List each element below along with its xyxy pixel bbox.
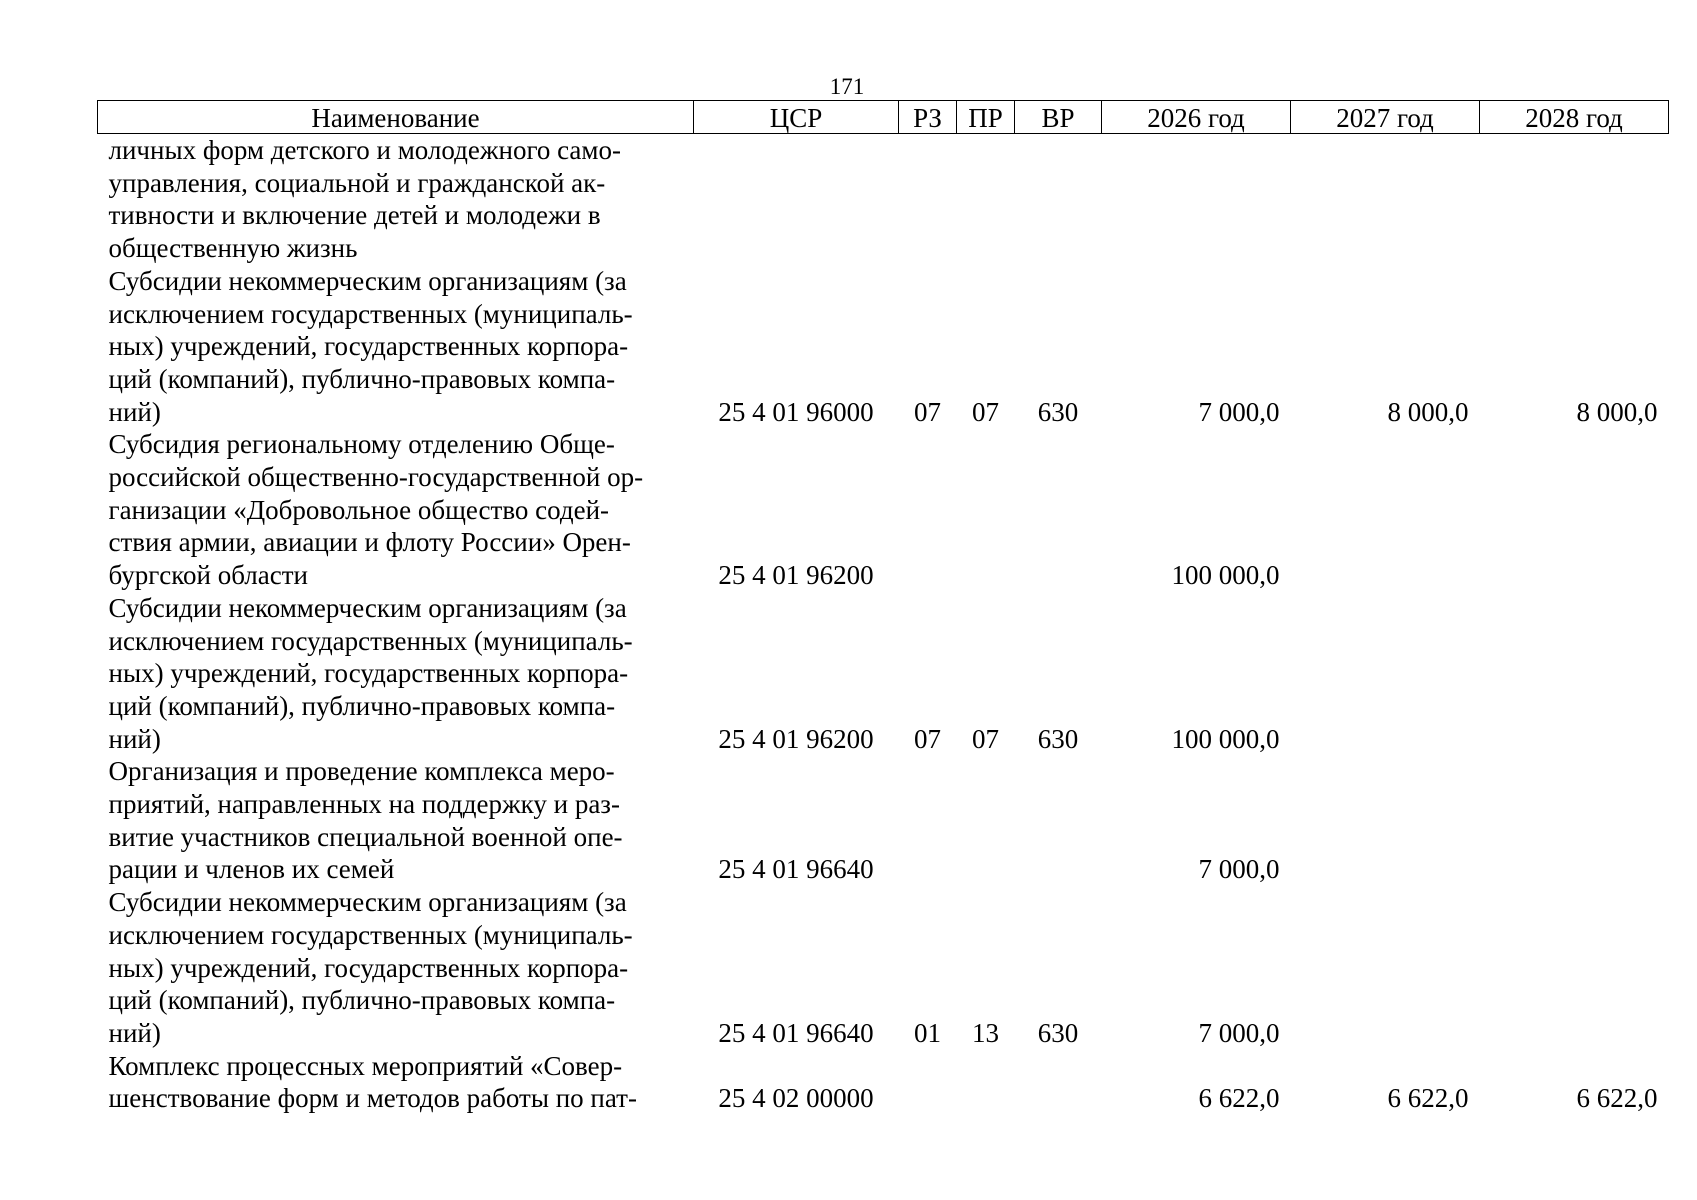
cell-2028 [1480,755,1669,886]
cell-vr [1015,428,1102,592]
name-line: личных форм детского и молодежного само- [108,135,621,165]
header-2026: 2026 год [1102,101,1291,134]
cell-2027 [1291,134,1480,265]
cell-2028 [1480,592,1669,756]
name-line: ганизации «Добровольное общество содей- [108,494,610,525]
cell-2027 [1291,886,1480,1050]
cell-vr [1015,134,1102,265]
header-rz: РЗ [899,101,957,134]
cell-2026: 7 000,0 [1198,396,1280,427]
header-name: Наименование [98,101,694,134]
cell-name [98,755,694,886]
table-row [98,428,1669,592]
header-2028: 2028 год [1480,101,1669,134]
cell-vr: 630 [1037,723,1079,754]
cell-name [98,134,694,265]
cell-rz: 07 [914,396,941,427]
cell-2026: 100 000,0 [1171,560,1280,591]
cell-rz: 01 [914,1017,941,1048]
name-line: ний) [108,1017,161,1048]
name-line: тивности и включение детей и молодежи в [108,200,601,231]
cell-2027 [1291,428,1480,592]
name-line: исключением государственных (муниципаль- [108,919,633,950]
table-row [98,265,1669,429]
cell-2028: 6 622,0 [1576,1083,1658,1114]
name-line: ствия армии, авиации и флоту России» Орен- [108,527,631,558]
table-row [98,755,1669,886]
table-row [98,592,1669,756]
budget-table [97,100,1669,1115]
cell-2026: 6 622,0 [1198,1083,1280,1114]
cell-2027: 6 622,0 [1387,1083,1469,1114]
cell-2026 [1102,134,1291,265]
cell-2027 [1291,755,1480,886]
cell-2026: 7 000,0 [1198,1017,1280,1048]
cell-pr [957,1050,1015,1115]
cell-rz [899,428,957,592]
name-line: ных) учреждений, государственных корпора- [108,658,629,689]
table-row [98,134,1669,265]
table-body [98,134,1669,1116]
name-line: ций (компаний), публично-правовых компа- [108,690,616,721]
name-line: ных) учреждений, государственных корпора- [108,952,629,983]
name-line: общественную жизнь [108,233,358,264]
name-line: Субсидии некоммерческим организациям (за [108,265,627,296]
cell-2028: 8 000,0 [1576,396,1658,427]
cell-pr [957,755,1015,886]
cell-pr [957,134,1015,265]
name-line: Комплекс процессных мероприятий «Совер- [108,1050,623,1081]
cell-2027: 8 000,0 [1387,396,1469,427]
name-line: приятий, направленных на поддержку и раз- [108,789,620,820]
cell-2028 [1480,428,1669,592]
cell-rz: 07 [914,723,941,754]
cell-pr [957,428,1015,592]
page-number: 171 [829,74,865,99]
header-2027: 2027 год [1291,101,1480,134]
name-line: ций (компаний), публично-правовых компа- [108,363,616,394]
cell-csr: 25 4 01 96640 [718,854,874,885]
cell-rz [899,1050,957,1115]
name-line: российской общественно-государственной ор- [108,462,644,493]
table-header-row [98,101,1669,134]
cell-csr: 25 4 01 96200 [718,723,874,754]
table-row [98,886,1669,1050]
name-line: витие участников специальной военной опе- [108,821,623,852]
name-line: рации и членов их семей [108,854,395,885]
name-line: ний) [108,396,161,427]
cell-rz [899,134,957,265]
cell-2027 [1291,592,1480,756]
cell-2028 [1480,886,1669,1050]
name-line: ных) учреждений, государственных корпора- [108,331,629,362]
cell-csr: 25 4 01 96000 [718,396,874,427]
name-line: ций (компаний), публично-правовых компа- [108,985,616,1016]
name-line: бургской области [108,560,308,591]
cell-name [98,1050,694,1115]
cell-vr: 630 [1037,1017,1079,1048]
name-line: Организация и проведение комплекса меро- [108,756,615,787]
cell-csr: 25 4 01 96200 [718,560,874,591]
header-vr: ВР [1015,101,1102,134]
cell-name [98,265,694,429]
name-line: исключением государственных (муниципаль- [108,298,633,329]
cell-csr: 25 4 01 96640 [718,1017,874,1048]
cell-name [98,428,694,592]
name-line: Субсидии некоммерческим организациям (за [108,887,627,918]
cell-2026: 100 000,0 [1171,723,1280,754]
cell-2026: 7 000,0 [1198,854,1280,885]
cell-vr [1015,1050,1102,1115]
name-line: шенствование форм и методов работы по пат- [108,1083,637,1114]
cell-csr: 25 4 02 00000 [718,1083,874,1114]
cell-name [98,592,694,756]
table-row [98,1050,1669,1115]
cell-2028 [1480,134,1669,265]
cell-name [98,886,694,1050]
cell-csr [694,134,899,265]
cell-pr: 07 [972,723,999,754]
cell-vr: 630 [1037,396,1079,427]
cell-pr: 07 [972,396,999,427]
cell-pr: 13 [972,1017,999,1048]
name-line: Субсидия региональному отделению Обще- [108,429,615,460]
cell-rz [899,755,957,886]
cell-vr [1015,755,1102,886]
header-pr: ПР [957,101,1015,134]
header-csr: ЦСР [694,101,899,134]
name-line: управления, социальной и гражданской ак- [108,167,606,198]
name-line: Субсидии некоммерческим организациям (за [108,592,627,623]
name-line: исключением государственных (муниципаль- [108,625,633,656]
name-line: ний) [108,723,161,754]
